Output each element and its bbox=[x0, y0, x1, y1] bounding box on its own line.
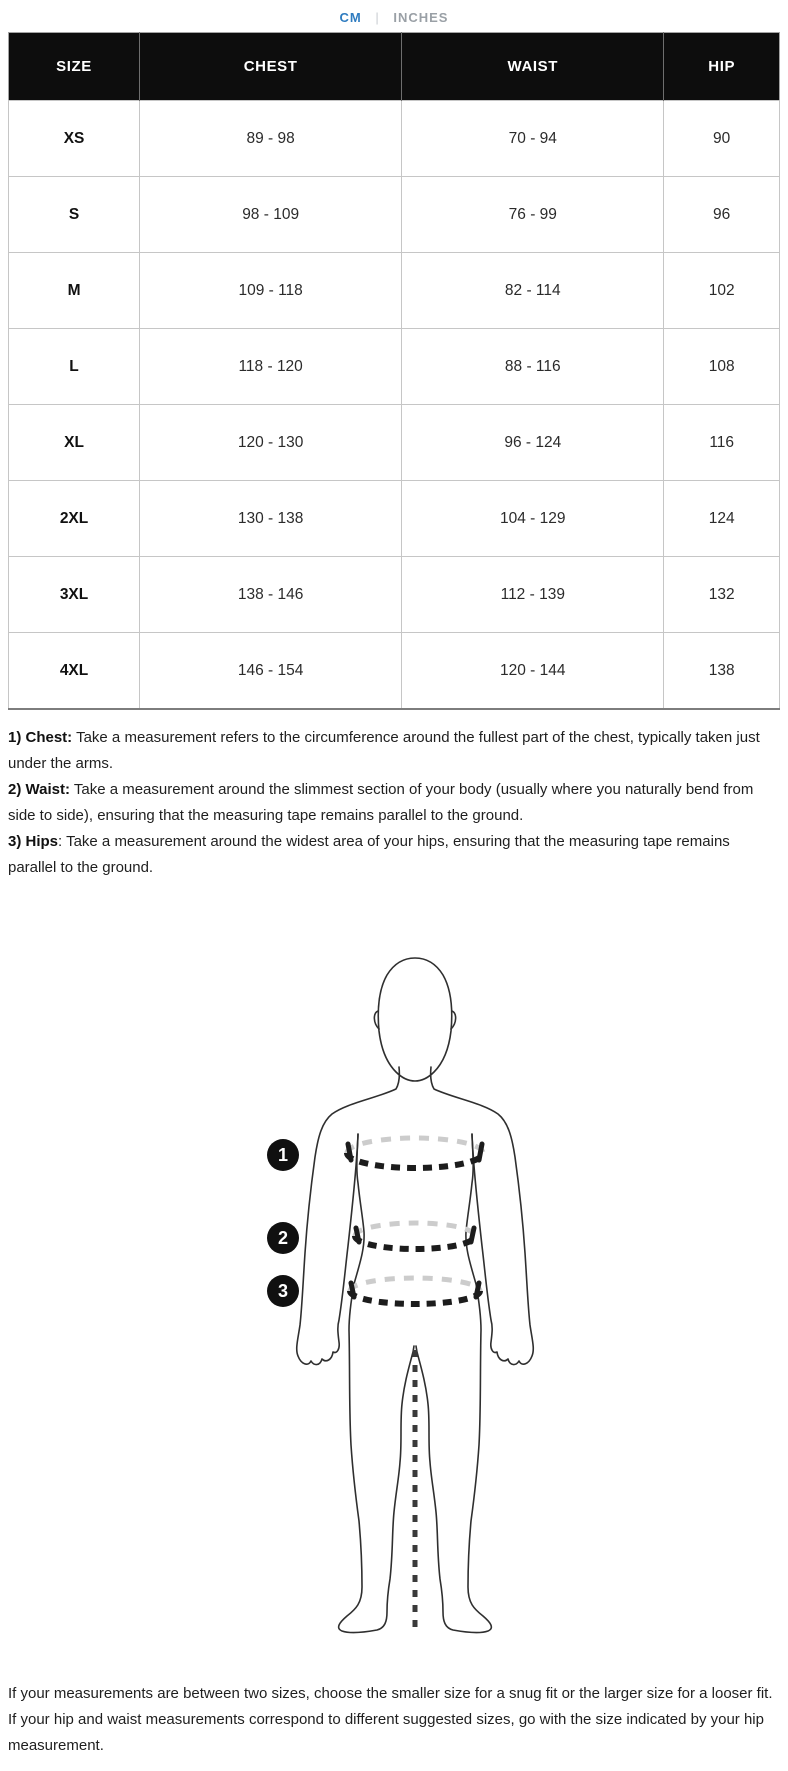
waist-cell: 82 - 114 bbox=[402, 253, 664, 329]
hip-cell: 116 bbox=[664, 405, 780, 481]
head-outline bbox=[378, 958, 451, 1081]
chest-tape-ellipse bbox=[347, 1138, 483, 1168]
hip-cell: 108 bbox=[664, 329, 780, 405]
size-cell: 3XL bbox=[9, 557, 140, 633]
chest-cell: 138 - 146 bbox=[140, 557, 402, 633]
fit-advice-text: If your measurements are between two sizes, choose the smaller size for a snug fit or the larger size for a looser fit. If your hip and waist measurements correspond to different suggested sizes, go with the size indicated by your hip measurement. bbox=[8, 1685, 773, 1754]
col-header-hip: HIP bbox=[664, 33, 780, 101]
size-table-body bbox=[9, 101, 780, 710]
size-cell: 2XL bbox=[9, 481, 140, 557]
waist-cell: 70 - 94 bbox=[402, 101, 664, 177]
hip-cell: 138 bbox=[664, 633, 780, 710]
hip-cell: 132 bbox=[664, 557, 780, 633]
size-cell: S bbox=[9, 177, 140, 253]
unit-separator: | bbox=[375, 10, 380, 25]
hip-cell: 124 bbox=[664, 481, 780, 557]
table-row bbox=[9, 177, 780, 253]
body-diagram bbox=[215, 951, 615, 1641]
hip-cell: 102 bbox=[664, 253, 780, 329]
table-row bbox=[9, 633, 780, 710]
size-cell: L bbox=[9, 329, 140, 405]
unit-tab-cm[interactable]: CM bbox=[339, 10, 362, 25]
chest-cell: 120 - 130 bbox=[140, 405, 402, 481]
unit-tab-inches[interactable]: INCHES bbox=[393, 10, 449, 25]
table-row bbox=[9, 253, 780, 329]
waist-cell: 88 - 116 bbox=[402, 329, 664, 405]
body-figure bbox=[215, 951, 615, 1641]
chest-cell: 89 - 98 bbox=[140, 101, 402, 177]
size-cell: M bbox=[9, 253, 140, 329]
col-header-size: SIZE bbox=[9, 33, 140, 101]
note-label: 1) Chest: bbox=[8, 729, 73, 746]
col-header-chest: CHEST bbox=[140, 33, 402, 101]
table-row bbox=[9, 101, 780, 177]
size-cell: XS bbox=[9, 101, 140, 177]
table-row bbox=[9, 329, 780, 405]
marker-3-hips bbox=[267, 1275, 299, 1307]
note-text: Take a measurement around the slimmest section of your body (usually where you naturally bend from side to side), ensuring that the measuring tape remains parallel to the ground. bbox=[8, 781, 754, 824]
note-2 bbox=[8, 777, 780, 829]
note-1 bbox=[8, 725, 780, 777]
marker-1-chest bbox=[267, 1139, 299, 1171]
header-row bbox=[9, 33, 780, 101]
measurement-notes bbox=[8, 725, 780, 881]
waist-cell: 76 - 99 bbox=[402, 177, 664, 253]
size-cell: XL bbox=[9, 405, 140, 481]
marker-1-number: 1 bbox=[277, 1145, 289, 1165]
note-label: 2) Waist: bbox=[8, 781, 70, 798]
size-table bbox=[8, 32, 780, 710]
table-row bbox=[9, 481, 780, 557]
waist-cell: 112 - 139 bbox=[402, 557, 664, 633]
size-table-header bbox=[9, 33, 780, 101]
chest-cell: 146 - 154 bbox=[140, 633, 402, 710]
note-text: Take a measurement refers to the circumference around the fullest part of the chest, typically taken just under the arms. bbox=[8, 729, 760, 772]
chest-cell: 130 - 138 bbox=[140, 481, 402, 557]
waist-cell: 120 - 144 bbox=[402, 633, 664, 710]
hips-tape-ellipse bbox=[350, 1278, 480, 1304]
chest-cell: 98 - 109 bbox=[140, 177, 402, 253]
unit-toggle bbox=[0, 0, 788, 32]
waist-cell: 96 - 124 bbox=[402, 405, 664, 481]
hip-cell: 96 bbox=[664, 177, 780, 253]
size-cell: 4XL bbox=[9, 633, 140, 710]
note-3 bbox=[8, 829, 780, 881]
hip-cell: 90 bbox=[664, 101, 780, 177]
marker-3-number: 3 bbox=[277, 1281, 289, 1301]
marker-2-waist bbox=[267, 1222, 299, 1254]
waist-cell: 104 - 129 bbox=[402, 481, 664, 557]
note-label: 3) Hips bbox=[8, 833, 59, 850]
marker-2-number: 2 bbox=[277, 1228, 289, 1248]
note-text: : Take a measurement around the widest area of your hips, ensuring that the measuring tape remains parallel to the ground. bbox=[8, 833, 730, 876]
chest-cell: 109 - 118 bbox=[140, 253, 402, 329]
col-header-waist: WAIST bbox=[402, 33, 664, 101]
chest-cell: 118 - 120 bbox=[140, 329, 402, 405]
table-row bbox=[9, 405, 780, 481]
waist-tape-ellipse bbox=[355, 1223, 475, 1249]
table-row bbox=[9, 557, 780, 633]
